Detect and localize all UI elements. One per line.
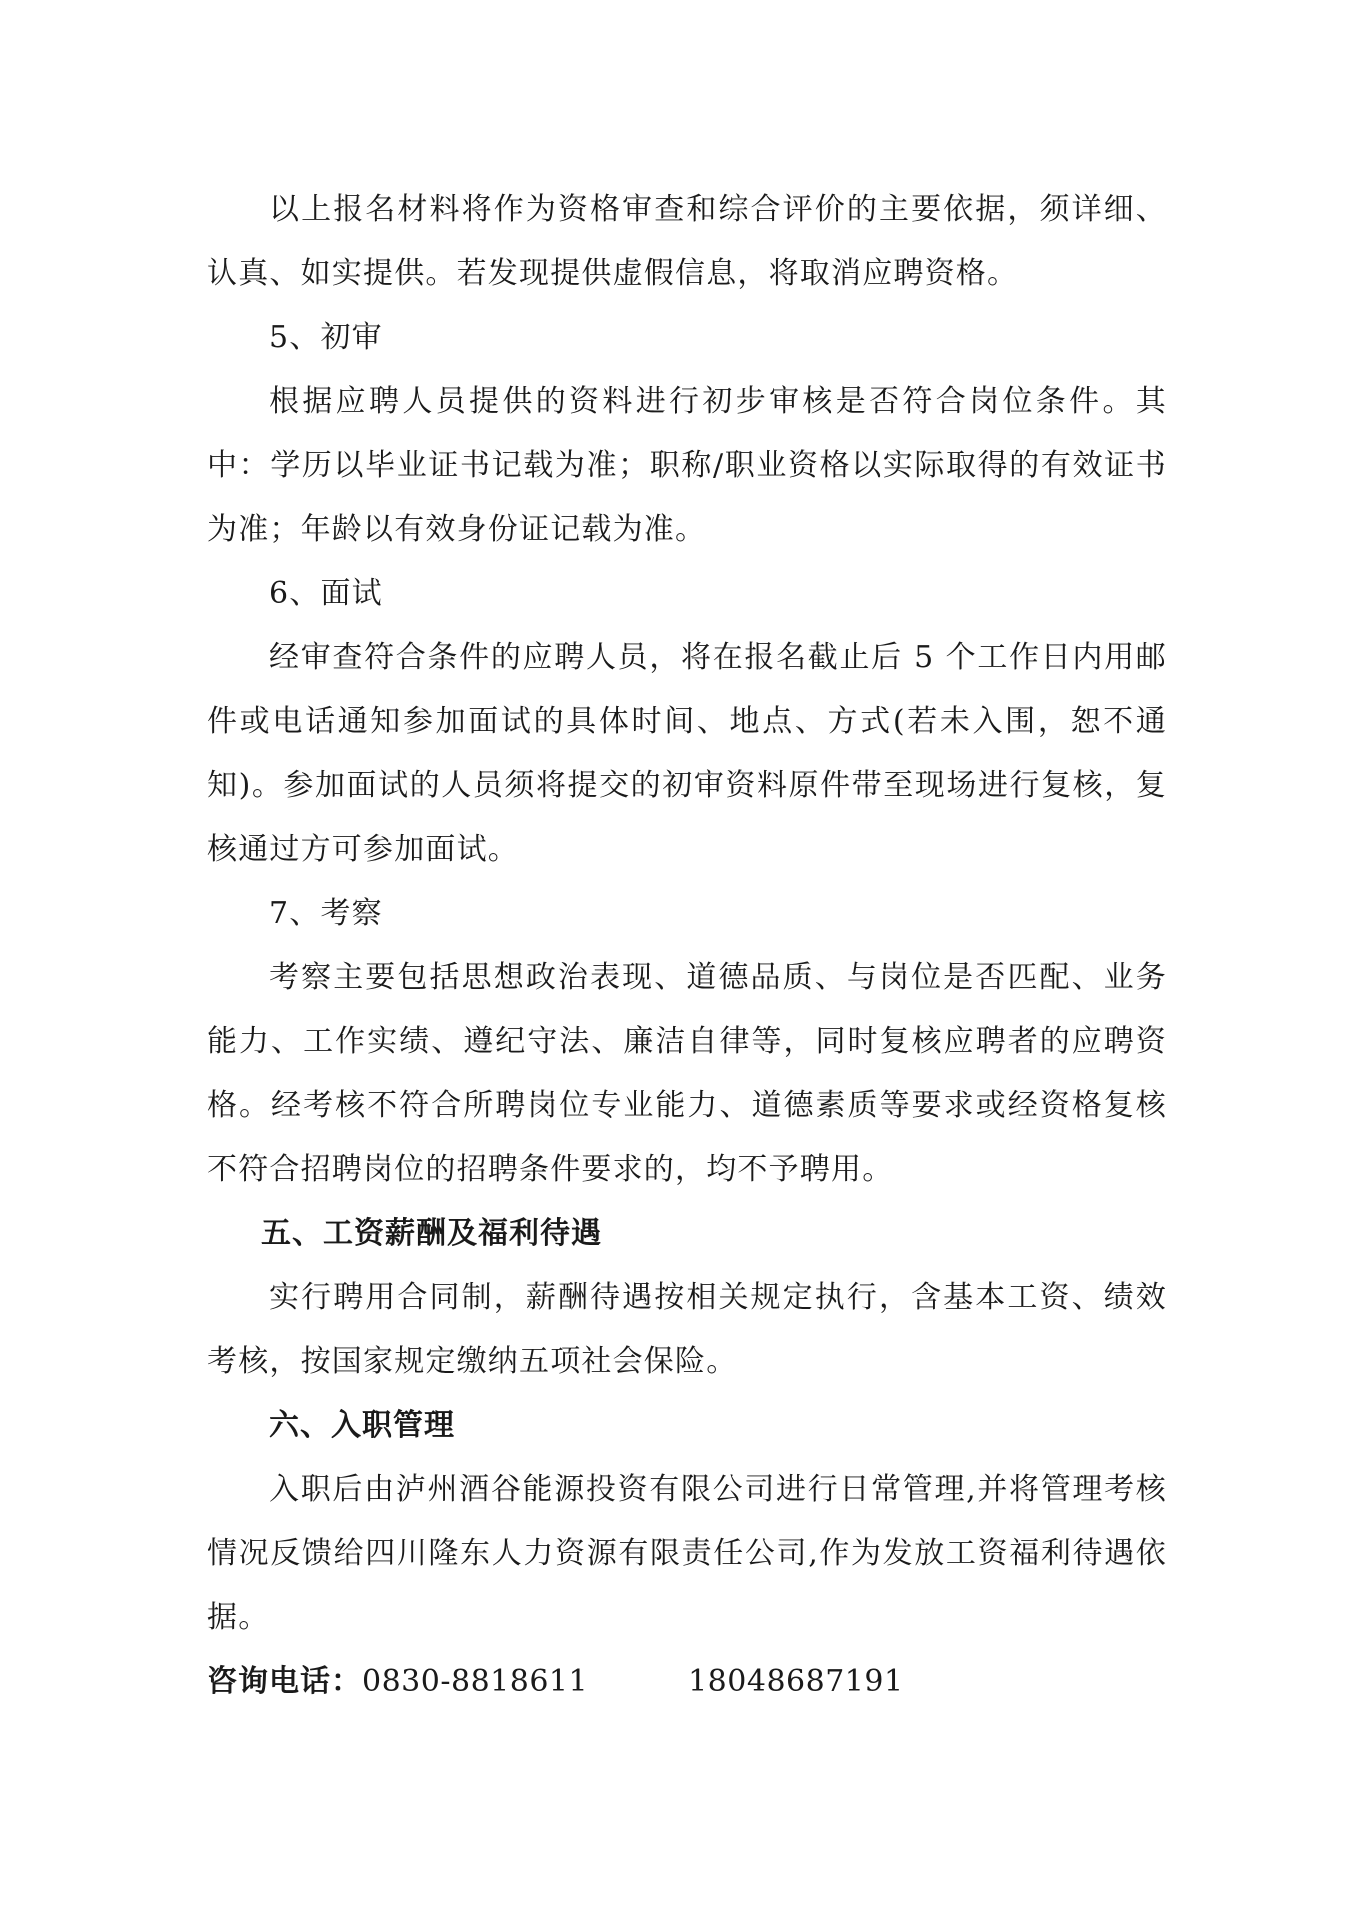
- contact-phone-mobile: 18048687191: [688, 1664, 904, 1699]
- document-page: [207, 178, 1167, 1714]
- section-heading-salary: 五、工资薪酬及福利待遇: [261, 1216, 602, 1251]
- subheading-interview: 6、面试: [269, 576, 383, 611]
- paragraph-inspection: 考察主要包括思想政治表现、道德品质、与岗位是否匹配、业务能力、工作实绩、遵纪守法、廉洁自律等，同时复核应聘者的应聘资格。经考核不符合所聘岗位专业能力、道德素质等要求或经资格复核不符合招聘岗位的招聘条件要求的，均不予聘用。: [207, 960, 1167, 1187]
- paragraph-interview: 经审查符合条件的应聘人员，将在报名截止后 5 个工作日内用邮件或电话通知参加面试的具体时间、地点、方式(若未入围，恕不通知)。参加面试的人员须将提交的初审资料原件带至现场进行复核，复核通过方可参加面试。: [207, 640, 1167, 867]
- paragraph-salary: 实行聘用合同制，薪酬待遇按相关规定执行，含基本工资、绩效考核，按国家规定缴纳五项社会保险。: [207, 1280, 1167, 1379]
- subheading-inspection: 7、考察: [269, 896, 383, 931]
- contact-label: 咨询电话：: [207, 1664, 362, 1699]
- paragraph-materials: 以上报名材料将作为资格审查和综合评价的主要依据，须详细、认真、如实提供。若发现提供虚假信息，将取消应聘资格。: [207, 192, 1167, 291]
- contact-phone-landline: 0830-8818611: [362, 1664, 589, 1699]
- section-heading-onboarding: 六、入职管理: [269, 1408, 455, 1443]
- paragraph-review: 根据应聘人员提供的资料进行初步审核是否符合岗位条件。其中：学历以毕业证书记载为准；职称/职业资格以实际取得的有效证书为准；年龄以有效身份证记载为准。: [207, 384, 1167, 547]
- subheading-review: 5、初审: [269, 320, 383, 355]
- paragraph-onboarding: 入职后由泸州酒谷能源投资有限公司进行日常管理,并将管理考核情况反馈给四川隆东人力资源有限责任公司,作为发放工资福利待遇依据。: [207, 1472, 1167, 1635]
- contact-line: [207, 1650, 1167, 1714]
